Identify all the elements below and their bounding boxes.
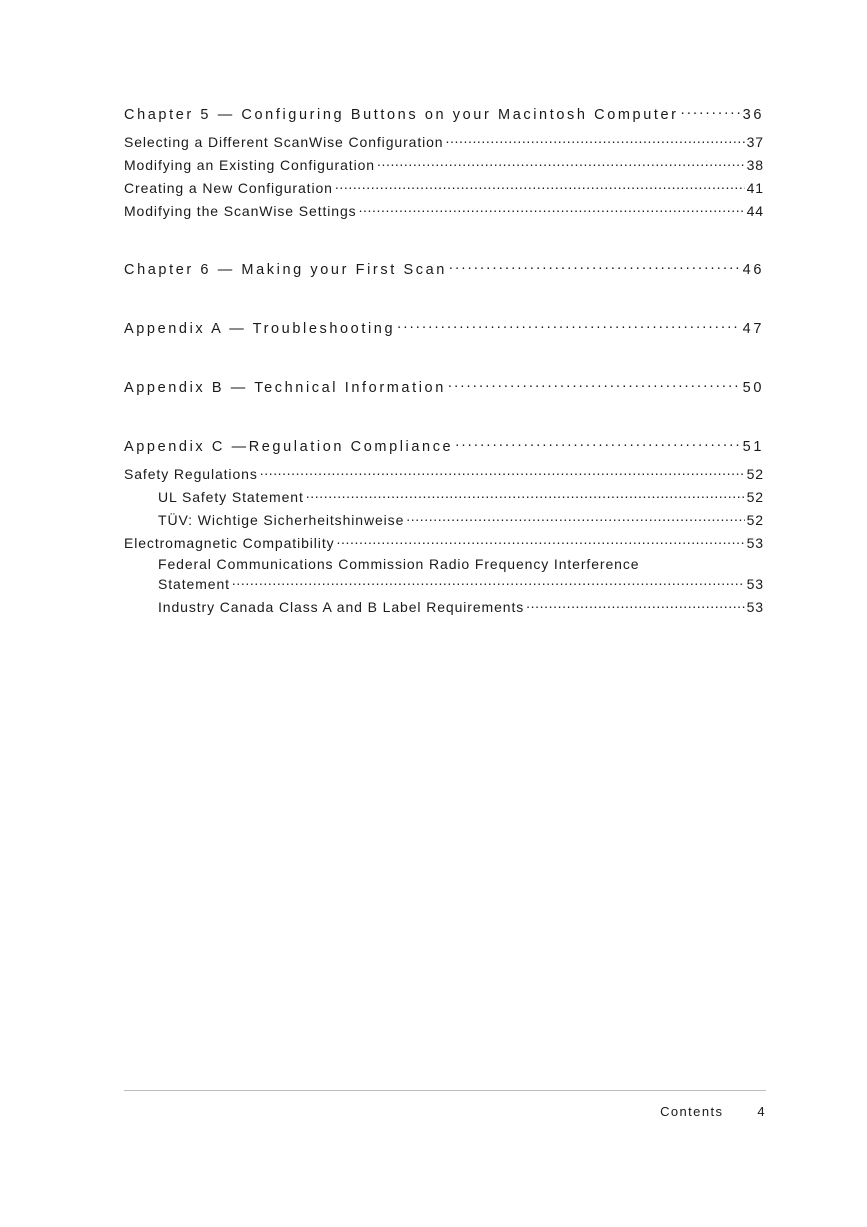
toc-entry-page: 47 xyxy=(742,321,764,337)
table-of-contents xyxy=(124,104,764,619)
toc-appendix-b[interactable] xyxy=(124,377,764,400)
toc-entry-title: Chapter 5 — Configuring Buttons on your Macintosh Computer xyxy=(124,107,679,123)
footer-divider xyxy=(124,1090,766,1091)
toc-entry-title: UL Safety Statement xyxy=(158,489,304,505)
toc-subitem[interactable] xyxy=(124,509,764,532)
dot-leader xyxy=(455,437,740,452)
toc-entry-page: 36 xyxy=(742,107,764,123)
toc-chapter-5[interactable] xyxy=(124,104,764,127)
toc-entry-page: 46 xyxy=(742,262,764,278)
toc-entry-continuation xyxy=(158,573,764,596)
toc-entry-page: 44 xyxy=(746,203,764,219)
dot-leader xyxy=(377,156,745,170)
toc-entry-page: 51 xyxy=(742,439,764,455)
toc-entry-page: 50 xyxy=(742,380,764,396)
toc-entry-title: Selecting a Different ScanWise Configuration xyxy=(124,134,444,150)
toc-entry-page: 53 xyxy=(746,576,764,592)
toc-appendix-c[interactable] xyxy=(124,436,764,459)
footer-page-number: 4 xyxy=(757,1104,766,1119)
toc-chapter-6[interactable] xyxy=(124,259,764,282)
toc-item[interactable] xyxy=(124,154,764,177)
toc-entry-title: Appendix C —Regulation Compliance xyxy=(124,439,454,455)
dot-leader xyxy=(397,319,741,334)
dot-leader xyxy=(306,488,745,502)
toc-subitem[interactable] xyxy=(124,596,764,619)
toc-item[interactable] xyxy=(124,131,764,154)
toc-entry-title-line2: Statement xyxy=(158,576,230,592)
toc-item-electromagnetic-compatibility[interactable] xyxy=(124,532,764,555)
toc-entry-title-line1: Federal Communications Commission Radio Frequency Interference xyxy=(158,556,640,572)
toc-entry-page: 53 xyxy=(746,599,764,615)
toc-entry-title: Modifying the ScanWise Settings xyxy=(124,203,357,219)
toc-entry-page: 37 xyxy=(746,134,764,150)
toc-subitem[interactable] xyxy=(124,486,764,509)
toc-subitem-fcc[interactable] xyxy=(124,555,764,596)
toc-entry-title: Modifying an Existing Configuration xyxy=(124,157,375,173)
toc-appendix-a[interactable] xyxy=(124,318,764,341)
toc-entry-title: Safety Regulations xyxy=(124,466,258,482)
toc-entry-title: Industry Canada Class A and B Label Requirements xyxy=(158,599,525,615)
toc-entry-title: Chapter 6 — Making your First Scan xyxy=(124,262,447,278)
dot-leader xyxy=(232,575,745,589)
footer-section-label: Contents xyxy=(660,1104,724,1119)
toc-item-safety-regulations[interactable] xyxy=(124,463,764,486)
toc-entry-page: 53 xyxy=(746,535,764,551)
dot-leader xyxy=(448,378,741,393)
dot-leader xyxy=(337,534,745,548)
toc-entry-title: Electromagnetic Compatibility xyxy=(124,535,335,551)
dot-leader xyxy=(359,202,745,216)
toc-entry-page: 52 xyxy=(746,489,764,505)
toc-entry-page: 38 xyxy=(746,157,764,173)
dot-leader xyxy=(406,511,744,525)
toc-item[interactable] xyxy=(124,177,764,200)
toc-entry-page: 52 xyxy=(746,466,764,482)
page-footer xyxy=(660,1104,766,1119)
toc-entry-page: 52 xyxy=(746,512,764,528)
toc-entry-title: Creating a New Configuration xyxy=(124,180,333,196)
toc-entry-title: TÜV: Wichtige Sicherheitshinweise xyxy=(158,512,405,528)
toc-entry-title: Appendix B — Technical Information xyxy=(124,380,446,396)
dot-leader xyxy=(335,179,745,193)
dot-leader xyxy=(260,465,745,479)
dot-leader xyxy=(526,598,744,612)
dot-leader xyxy=(446,133,745,147)
dot-leader xyxy=(681,105,741,120)
toc-entry-title: Appendix A — Troubleshooting xyxy=(124,321,396,337)
toc-entry-page: 41 xyxy=(746,180,764,196)
dot-leader xyxy=(449,260,741,275)
toc-item[interactable] xyxy=(124,200,764,223)
